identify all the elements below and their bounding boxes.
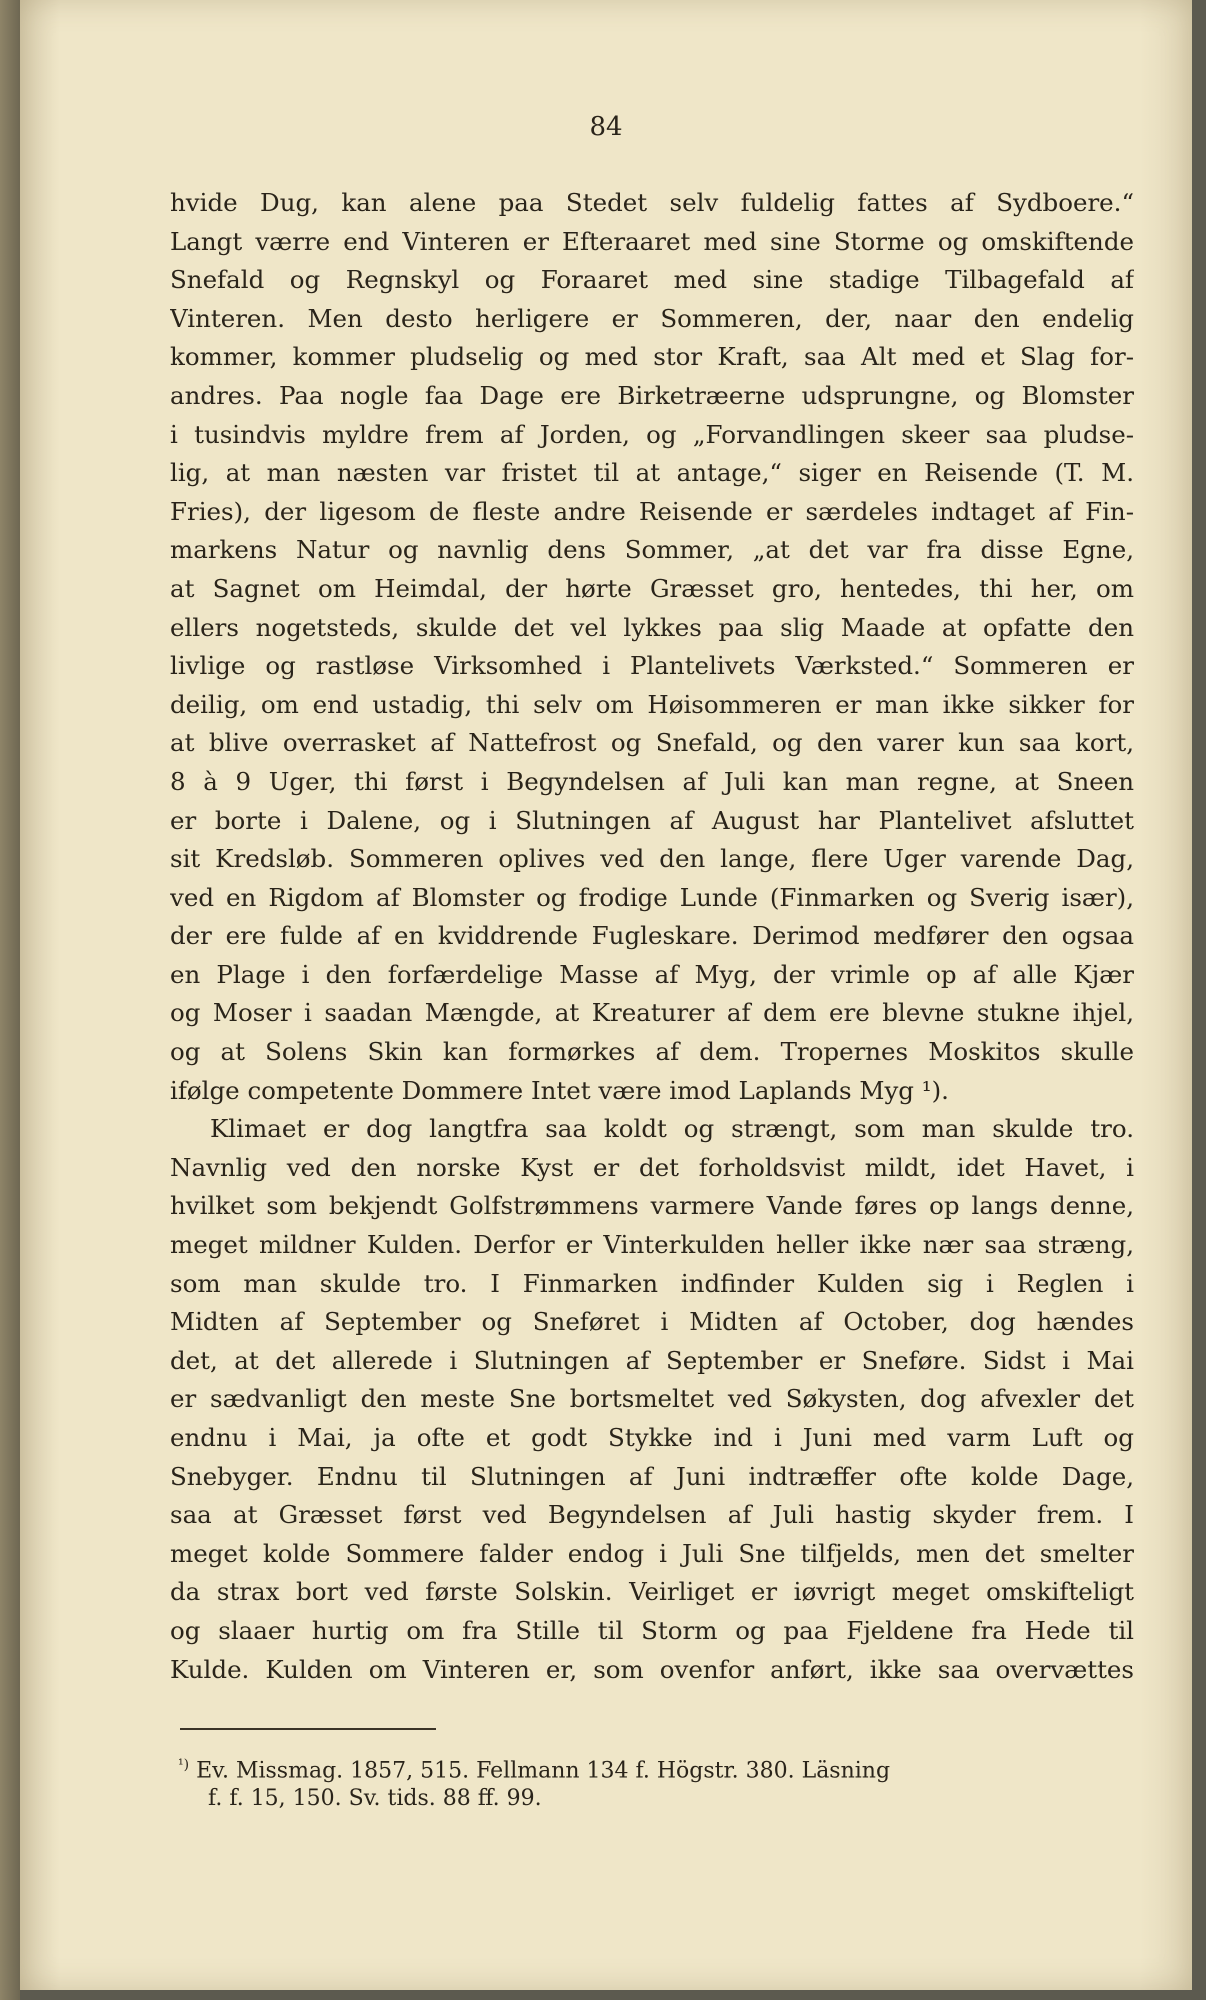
text-line: Fries), der ligesom de fleste andre Reisende er særdeles indtaget af Fin- — [170, 496, 1134, 526]
footnotes — [178, 1748, 1138, 1816]
text-line: endnu i Mai, ja ofte et godt Stykke ind i Juni med varm Luft og — [170, 1423, 1134, 1452]
text-line: livlige og rastløse Virksomhed i Plantelivets Værksted.“ Sommeren er — [170, 651, 1134, 681]
text-line: Navnlig ved den norske Kyst er det forholdsvist mildt, idet Havet, i — [170, 1152, 1134, 1182]
text-line: saa at Græsset først ved Begyndelsen af Juli hastig skyder frem. I — [170, 1500, 1134, 1530]
text-line: lig, at man næsten var fristet til at antage,“ siger en Reisende (T. M. — [170, 458, 1134, 488]
text-line: Snefald og Regnskyl og Foraaret med sine stadige Tilbagefald af — [170, 265, 1134, 295]
page-number: 84 — [589, 112, 623, 142]
text-line: i tusindvis myldre frem af Jorden, og „Forvandlingen skeer saa pludse- — [170, 419, 1134, 449]
text-line: og slaaer hurtig om fra Stille til Storm og paa Fjeldene fra Hede til — [170, 1615, 1134, 1645]
text-line: 8 à 9 Uger, thi først i Begyndelsen af Juli kan man regne, at Sneen — [170, 766, 1134, 796]
text-line: er borte i Dalene, og i Slutningen af August har Plantelivet afsluttet — [170, 805, 1134, 835]
text-line: Midten af September og Sneføret i Midten af October, dog hændes — [170, 1307, 1134, 1337]
text-line: Vinteren. Men desto herligere er Sommeren, der, naar den endelig — [170, 303, 1134, 333]
text-line: kommer, kommer pludselig og med stor Kraft, saa Alt med et Slag for- — [170, 342, 1134, 372]
text-line: en Plage i den forfærdelige Masse af Myg, der vrimle op af alle Kjær — [170, 959, 1134, 989]
text-line: ellers nogetsteds, skulde det vel lykkes paa slig Maade at opfatte den — [170, 612, 1134, 642]
footnote-divider — [180, 1728, 436, 1730]
text-line: er sædvanligt den meste Sne bortsmeltet ved Søkysten, dog afvexler det — [170, 1384, 1134, 1414]
text-line: markens Natur og navnlig dens Sommer, „at det var fra disse Egne, — [170, 535, 1134, 565]
footnote-line — [178, 1748, 1138, 1782]
text-line: deilig, om end ustadig, thi selv om Høisommeren er man ikke sikker for — [170, 689, 1134, 719]
text-line: hvilket som bekjendt Golfstrømmens varmere Vande føres op langs denne, — [170, 1191, 1134, 1221]
text-line: Kulde. Kulden om Vinteren er, som ovenfor anført, ikke saa overvættes — [170, 1654, 1134, 1684]
text-line: at blive overrasket af Nattefrost og Snefald, og den varer kun saa kort, — [170, 728, 1134, 758]
text-line: ifølge competente Dommere Intet være imod Laplands Myg ¹). — [170, 1075, 949, 1105]
text-line: hvide Dug, kan alene paa Stedet selv fuldelig fattes af Sydboere.“ — [170, 188, 1134, 217]
body-text — [170, 184, 1134, 1689]
text-line: andres. Paa nogle faa Dage ere Birketræerne udsprungne, og Blomster — [170, 380, 1134, 410]
footnote-text: Ev. Missmag. 1857, 515. Fellmann 134 f. Högstr. 380. Läsning — [196, 1758, 891, 1784]
text-line: og at Solens Skin kan formørkes af dem. Tropernes Moskitos skulle — [170, 1037, 1134, 1067]
text-line: Langt værre end Vinteren er Efteraaret med sine Storme og omskiftende — [170, 226, 1134, 256]
text-line: Klimaet er dog langtfra saa koldt og strængt, som man skulde tro. — [210, 1114, 1134, 1144]
footnote-marker: ¹) — [178, 1757, 190, 1773]
footnote-line: f. f. 15, 150. Sv. tids. 88 ff. 99. — [208, 1786, 542, 1811]
text-line: da strax bort ved første Solskin. Veirliget er iøvrigt meget omskifteligt — [170, 1577, 1134, 1607]
text-line: og Moser i saadan Mængde, at Kreaturer af dem ere blevne stukne ihjel, — [170, 998, 1134, 1028]
text-line: som man skulde tro. I Finmarken indfinder Kulden sig i Reglen i — [170, 1268, 1134, 1298]
text-line: sit Kredsløb. Sommeren oplives ved den lange, flere Uger varende Dag, — [170, 844, 1134, 874]
text-line: ved en Rigdom af Blomster og frodige Lunde (Finmarken og Sverig især), — [170, 882, 1134, 912]
book-page — [20, 0, 1192, 1990]
text-line: det, at det allerede i Slutningen af September er Sneføre. Sidst i Mai — [170, 1345, 1134, 1375]
text-line: Snebyger. Endnu til Slutningen af Juni indtræffer ofte kolde Dage, — [170, 1461, 1134, 1491]
text-line: der ere fulde af en kviddrende Fugleskare. Derimod medfører den ogsaa — [170, 921, 1134, 951]
text-line: meget mildner Kulden. Derfor er Vinterkulden heller ikke nær saa stræng, — [170, 1230, 1134, 1260]
text-line: meget kolde Sommere falder endog i Juli Sne tilfjelds, men det smelter — [170, 1538, 1134, 1568]
book-spine — [0, 0, 20, 2000]
text-line: at Sagnet om Heimdal, der hørte Græsset gro, hentedes, thi her, om — [170, 573, 1134, 603]
